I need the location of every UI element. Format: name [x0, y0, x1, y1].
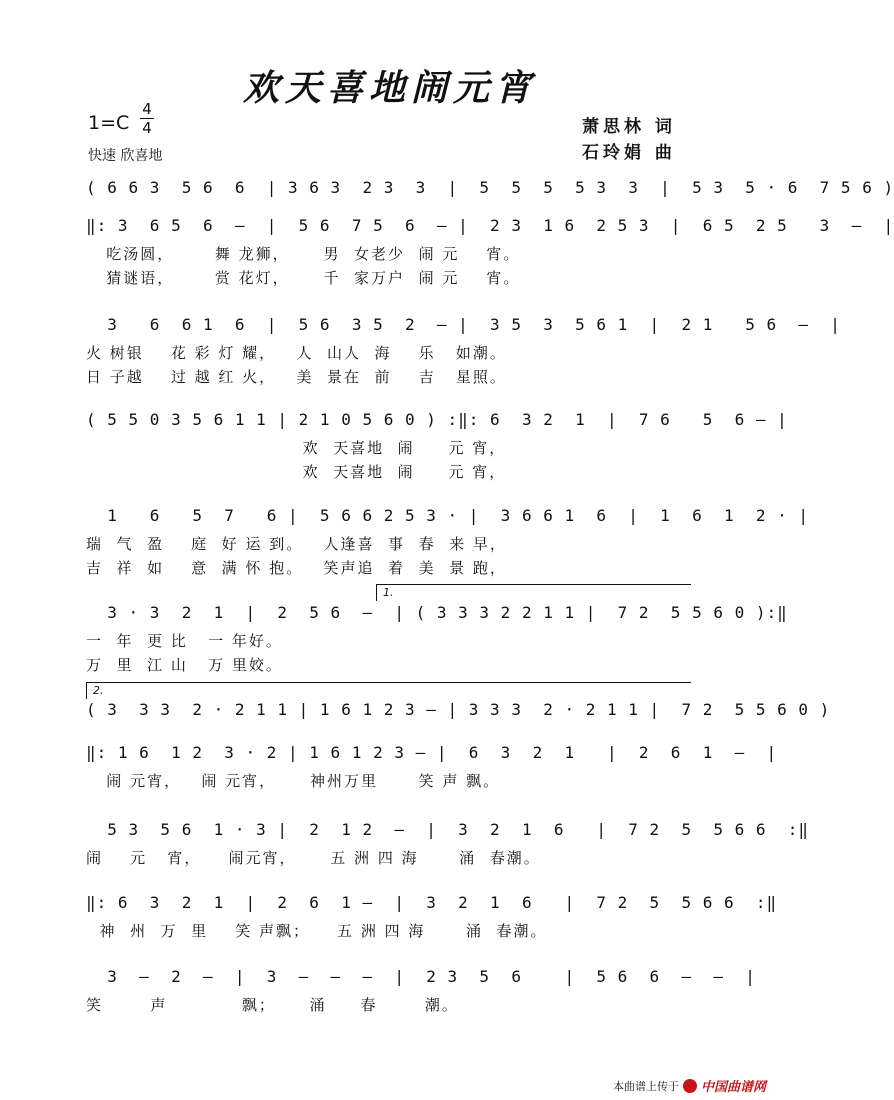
- volta-2: [86, 682, 691, 699]
- site-logo-text[interactable]: 中国曲谱网: [700, 1080, 766, 1095]
- notation-row: 1 6 5 7 6 | 5 6 6 2 5 3 · | 3 6 6 1 6 | 1 6 1 2 · |: [86, 506, 810, 525]
- page-title: 欢天喜地闹元宵: [242, 67, 537, 109]
- lyric-line: 欢 天喜地 闹 元 宵，: [86, 463, 507, 481]
- tempo-marking: 快速 欣喜地: [88, 148, 163, 164]
- notation-row: 3 – 2 – | 3 – – – | 2 3 5 6 | 5 6 6 – – |: [86, 967, 756, 986]
- lyric-line: 日 子越 过 越 红 火， 美 景在 前 吉 星照。: [86, 368, 507, 386]
- footer: [613, 1076, 766, 1095]
- notation-row: ( 5 5 0 3 5 6 1 1 | 2 1 0 5 6 0 ) :‖: 6 3 2 1 | 7 6 5 6 – |: [86, 410, 788, 429]
- volta-1: [376, 584, 691, 601]
- volta-2-label: 2.: [93, 684, 104, 697]
- lyric-line: 吃汤圆， 舞 龙狮， 男 女老少 闹 元 宵。: [86, 245, 521, 263]
- lyric-line: 闹 元宵， 闹 元宵， 神州万里 笑 声 飘。: [86, 772, 501, 790]
- lyricist-credit: 萧思林 词: [582, 117, 676, 137]
- notation-row: ‖: 1 6 1 2 3 · 2 | 1 6 1 2 3 – | 6 3 2 1 | 2 6 1 – |: [86, 743, 778, 762]
- lyric-line: 神 州 万 里 笑 声飘； 五 洲 四 海 涌 春潮。: [86, 922, 548, 940]
- site-logo-icon: [683, 1079, 697, 1093]
- lyric-line: 吉 祥 如 意 满 怀 抱。 笑声追 着 美 景 跑，: [86, 559, 507, 577]
- lyric-line: 万 里 江 山 万 里姣。: [86, 656, 283, 674]
- volta-1-label: 1.: [383, 586, 394, 599]
- lyric-line: 闹 元 宵， 闹元宵， 五 洲 四 海 涌 春潮。: [86, 849, 541, 867]
- notation-row: 3 · 3 2 1 | 2 5 6 – | ( 3 3 3 2 2 1 1 | 7 2 5 5 6 0 ):‖: [86, 603, 788, 622]
- time-signature: [140, 100, 154, 137]
- time-sig-top: 4: [142, 100, 152, 118]
- notation-row: 3 6 6 1 6 | 5 6 3 5 2 – | 3 5 3 5 6 1 | 2 1 5 6 – |: [86, 315, 841, 334]
- lyric-line: 一 年 更 比 一 年好。: [86, 632, 283, 650]
- time-sig-bottom: 4: [142, 119, 152, 137]
- notation-row: ( 6 6 3 5 6 6 | 3 6 3 2 3 3 | 5 5 5 5 3 3 | 5 3 5 · 6 7 5 6 ): [86, 178, 894, 197]
- notation-row: ( 3 3 3 2 · 2 1 1 | 1 6 1 2 3 – | 3 3 3 2 · 2 1 1 | 7 2 5 5 6 0 ): [86, 700, 831, 719]
- footer-text: 本曲谱上传于: [612, 1079, 679, 1093]
- composer-credit: 石玲娟 曲: [582, 143, 676, 163]
- lyric-line: 火 树银 花 彩 灯 耀， 人 山人 海 乐 如潮。: [86, 344, 507, 362]
- notation-row: 5 3 5 6 1 · 3 | 2 1 2 – | 3 2 1 6 | 7 2 5 5 6 6 :‖: [86, 820, 810, 839]
- notation-row: ‖: 6 3 2 1 | 2 6 1 – | 3 2 1 6 | 7 2 5 5 6 6 :‖: [86, 893, 778, 912]
- lyric-line: 笑 声 飘； 涌 春 潮。: [86, 996, 459, 1014]
- lyric-line: 瑞 气 盈 庭 好 运 到。 人逢喜 事 春 来 早，: [86, 535, 507, 553]
- lyric-line: 欢 天喜地 闹 元 宵，: [86, 439, 507, 457]
- lyric-line: 猜谜语， 赏 花灯， 千 家万户 闹 元 宵。: [86, 269, 521, 287]
- key-signature: 1=C: [88, 112, 130, 134]
- notation-row: ‖: 3 6 5 6 – | 5 6 7 5 6 – | 2 3 1 6 2 5 3 | 6 5 2 5 3 – |: [86, 216, 894, 235]
